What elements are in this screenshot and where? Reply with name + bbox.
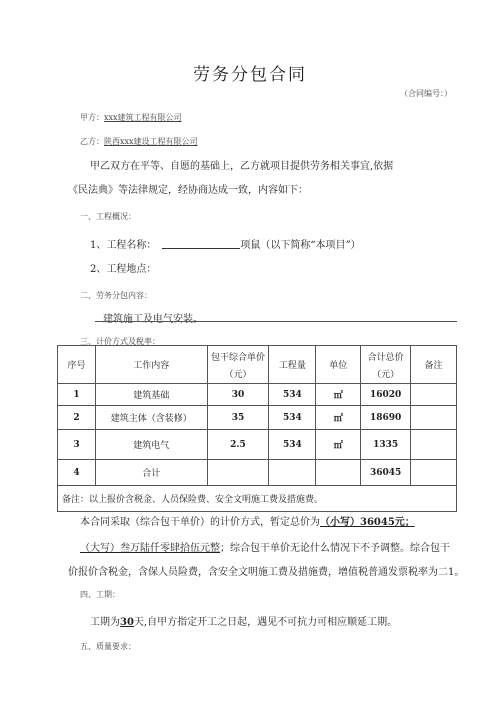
header-quantity: 工程量 [269, 346, 316, 384]
duration-line: 工期为30天,自甲方指定开工之日起，遇见不可抗力可相应顺延工期。 [90, 617, 398, 628]
header-unit-price: 包干综合单价 （元） [207, 346, 269, 384]
page-title: 劳务分包合同 [193, 65, 307, 85]
table-header-row [58, 346, 457, 384]
header-remark: 备注 [411, 346, 457, 384]
intro-line-2: 《民法典》等法律规定，经协商达成一致，内容如下： [68, 185, 308, 196]
party-a-name: xxx建筑工程有限公司 [104, 113, 182, 122]
project-name-suffix: 项鼠（以下简称“本项目”） [240, 240, 361, 251]
project-location-label: 2、工程地点： [90, 264, 157, 275]
section-3-heading: 三、计价方式及税率： [80, 337, 160, 346]
duration-days: 30 [120, 617, 134, 628]
table-note: 备注：以上报价含税金、人员保险费、安全文明施工费及措施费。 [58, 486, 457, 512]
pricing-line-1: 本合同采取（综合包干单价）的计价方式，暂定总价为（小写）36045元； [80, 517, 415, 528]
pricing-table [57, 345, 457, 512]
total-price-lower: （小写）36045元； [320, 517, 415, 528]
section-5-heading: 五、质量要求： [80, 642, 136, 651]
table-row: 2 建筑主体（含装修） 35 534 ㎡ 18690 [58, 406, 457, 430]
header-content: 工作内容 [95, 346, 207, 384]
table-row: 1 建筑基础 30 534 ㎡ 16020 [58, 384, 457, 406]
party-b-line [80, 136, 198, 147]
table-row: 4 合计 36045 [58, 460, 457, 486]
scope-text: 建筑施工及电气安装。 [103, 314, 203, 325]
party-a-label: 甲方： [80, 113, 104, 122]
table-row: 3 建筑电气 2.5 534 ㎡ 1335 [58, 430, 457, 460]
project-name-line [90, 236, 361, 251]
party-a-line [80, 112, 182, 123]
pricing-line-3: 价报价含税金，含保人员险费，含安全文明施工费及措施费，增值税普通发票税率为二1。 [68, 567, 465, 578]
header-seq: 序号 [58, 346, 96, 384]
section-2-heading: 二、劳务分包内容： [80, 291, 152, 300]
project-name-blank [162, 238, 240, 249]
table-note-row [58, 486, 457, 512]
scope-underline [95, 321, 457, 322]
intro-line-1: 甲乙双方在平等、自愿的基础上，乙方就项目提供劳务相关事宜,依据 [90, 161, 394, 172]
section-1-heading: 一、工程概况： [80, 212, 136, 221]
total-price-upper: （大写）叁万陆仟零肆拾伍元整 [80, 543, 220, 554]
contract-number: （合同编号：） [400, 89, 452, 98]
header-total: 合计总价 （元） [361, 346, 411, 384]
pricing-line-2: （大写）叁万陆仟零肆拾伍元整；综合包干单价无论什么情况下不予调整。综合包干 [80, 543, 450, 554]
header-unit: 单位 [316, 346, 361, 384]
project-name-label: 1、工程名称： [90, 240, 157, 251]
party-b-label: 乙方： [80, 137, 104, 146]
section-4-heading: 四、工期： [80, 590, 120, 599]
party-b-name: 陕西xxx建设工程有限公司 [104, 137, 198, 146]
